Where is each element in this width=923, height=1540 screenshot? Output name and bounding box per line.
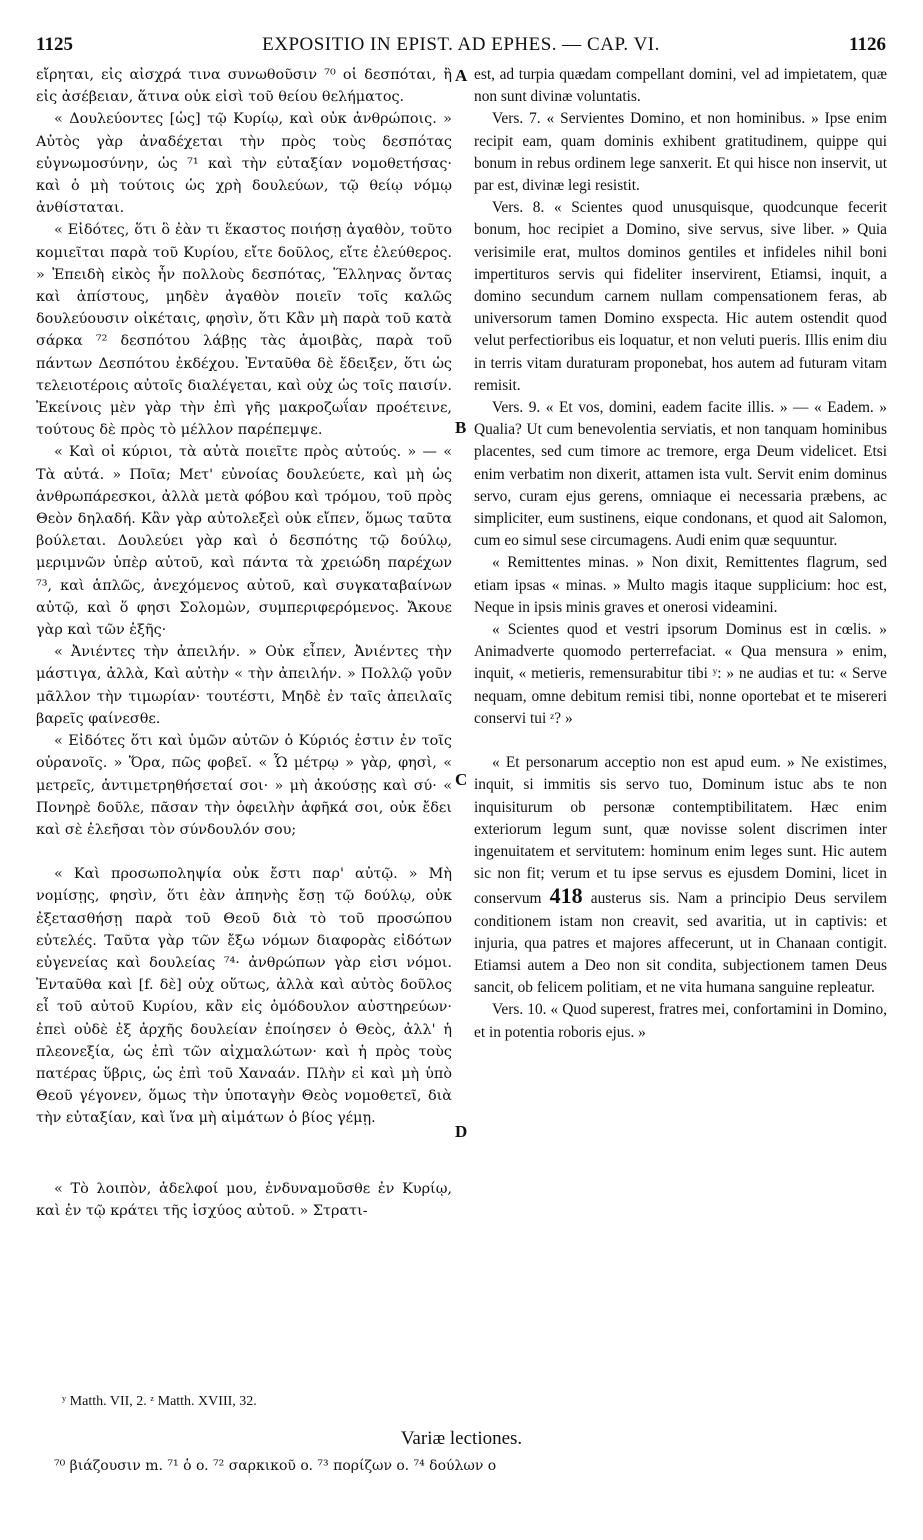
footnotes: ʸ Matth. VII, 2. ᶻ Matth. XVIII, 32. (62, 1394, 257, 1409)
greek-paragraph: « Ἀνιέντες τὴν ἀπειλήν. » Οὐκ εἶπεν, Ἀνιέντες τὴν μάστιγα, ἀλλὰ, Καὶ αὐτὴν « τὴν ἀπειλήν. » Πολλῷ γοῦν μᾶλλον τὴν τιμωρίαν· τουτέστι, Μηδὲ ἐν ταῖς ἀπειλαῖς βαρεῖς φαίνεσθε. (36, 644, 452, 727)
latin-paragraph (474, 752, 887, 999)
latin-paragraph: « Scientes quod et vestri ipsorum Dominus est in cœlis. » Animadverte quomodo perterrefaciat. « Qua mensura » enim, inquit, « metieris, remensurabitur tibi ʸ: » ne audias et tu: « Serve nequam, omne debitum remisi tibi, nonne oportebat et te misereri conservi tui ᶻ? » (474, 621, 887, 727)
latin-continuation-word: austerus (590, 890, 642, 908)
margin-marker-d: D (455, 1122, 468, 1141)
running-header (36, 34, 886, 64)
latin-paragraph: est, ad turpia quædam compellant domini, vel ad impietatem, quæ non sunt divinæ voluntatis. (474, 66, 887, 106)
latin-column (474, 64, 887, 1044)
page-number-right: 1126 (849, 34, 886, 55)
greek-paragraph: εἴρηται, εἰς αἰσχρά τινα συνωθοῦσιν ⁷⁰ οἱ δεσπόται, ἢ εἰς ἀσέβειαν, ἅτινα οὐκ εἰσὶ τοῦ θείου θελήματος. (36, 67, 452, 106)
margin-marker-b: B (455, 418, 467, 437)
margin-marker-a: A (455, 66, 468, 85)
page-number-left: 1125 (36, 34, 73, 55)
margin-marker-c: C (455, 770, 468, 789)
latin-paragraph: Vers. 8. « Scientes quod unusquisque, quodcunque fecerit bonum, hoc recipiet a Domino, sive servus, sive liber. » Quia verisimile erat, multos dominos gentiles et infideles nihil boni impertituros servis qui fideliter inservirent, Etiamsi, inquit, a domino secundum carnem nullam compensationem feras, ab universorum tamen Domino exspecta. Hic autem ostendit quod velut perfectioribus eis loquatur, et non veluti pueris. Illis enim diu in terris vitam duraturam proponebat, hos autem ad futuram vitam remisit. (474, 199, 887, 394)
greek-paragraph: « Τὸ λοιπὸν, ἀδελφοί μου, ἐνδυναμοῦσθε ἐν Κυρίῳ, καὶ ἐν τῷ κράτει τῆς ἰσχύος αὐτοῦ. » Στρατι- (36, 1180, 452, 1219)
latin-paragraph: « Remittentes minas. » Non dixit, Remittentes flagrum, sed etiam ipsas « minas. » Multo magis itaque supplicium: hoc est, Neque in ipsis minis graves et onerosi videamini. (474, 554, 887, 616)
greek-paragraph: « Καὶ οἱ κύριοι, τὰ αὐτὰ ποιεῖτε πρὸς αὐτούς. » — « Τὰ αὐτά. » Ποῖα; Μετ' εὐνοίας δουλεύετε, καὶ μὴ ὡς ἀνθρωπάρεσκοι, ἀλλὰ μετὰ φόβου καὶ τρόμου, τοῦ πρὸς Θεὸν δηλαδή. Κἂν γὰρ αὐτολεξεὶ οὐκ εἴπεν, ὅμως ταῦτα βούλεται. Δουλεύει γὰρ καὶ ὁ δεσπότης τῷ δούλῳ, μεριμνῶν ὑπὲρ αὐτοῦ, καὶ πάντα τὰ χρειώδη παρέχων ⁷³, καὶ ἁπλῶς, ἀνεχόμενος αὐτοῦ, καὶ συγκαταβαίνων αὐτῷ, καὶ ὅ φησι Σολομὼν, συμπεριφερόμενος. Ἄκουε γὰρ καὶ τῶν ἑξῆς· (36, 444, 452, 639)
latin-paragraph-text: « Et personarum acceptio non est apud eum. » Ne existimes, inquit, si immitis sis servo tuo, Dominum istuc abs te non inquisiturum ob personæ contemptibilitatem. Hæc enim exteriorum legum sunt, quæ novisse solent discrimen inter ingenuitatem et servitutem: hominum enim leges sunt. Hic autem sic non fit; verum et tu ipse servus es ejusdem Domini, licet in conservum (474, 754, 887, 908)
latin-paragraph: Vers. 9. « Et vos, domini, eadem facite illis. » — « Eadem. » Qualia? Ut cum benevolentia serviatis, et non tanquam hominibus placentes, sed cum timore ac tremore, erga Deum videlicet. Etsi enim verbatim non dixerit, attamen ista vult. Servit enim dominus servo, curam ejus gerens, omniaque ei necessaria præbens, ac simpliciter, eum sustinens, eique condonans, et quod ait Salomon, cum eo simul sese circumagens. Audi enim quæ sequuntur. (474, 399, 887, 550)
variae-line: ⁷⁰ βιάζουσιν m. ⁷¹ ὁ o. ⁷² σαρκικοῦ o. ⁷³ πορίζων o. ⁷⁴ δούλων o (54, 1458, 497, 1474)
latin-paragraph: Vers. 10. « Quod superest, fratres mei, confortamini in Domino, et in potentia roboris ejus. » (474, 1001, 887, 1041)
running-title: EXPOSITIO IN EPIST. AD EPHES. — CAP. VI. (262, 34, 660, 55)
latin-paragraph-text-continued: sis. Nam a principio Deus servilem conditionem istam non creavit, sed avaritia, ut in captivis: et injuria, qua patres et majores affecerunt, ut in Chanaan contigit. Etiamsi autem a Deo non sit condita, subjectionem tamen Deus sancit, ob felicem politiam, et ne vita humana sanguine repleatur. (474, 890, 887, 997)
greek-column (36, 64, 452, 1222)
greek-paragraph: « Εἰδότες, ὅτι ὃ ἐὰν τι ἕκαστος ποιήσῃ ἀγαθὸν, τοῦτο κομιεῖται παρὰ τοῦ Κυρίου, εἴτε δοῦλος, εἴτε ἐλεύθερος. » Ἐπειδὴ εἰκὸς ἦν πολλοὺς δεσπότας, Ἕλληνας ὄντας καὶ ἀπίστους, μηδὲν ἀγαθὸν ποιεῖν τοῖς καλῶς δουλεύουσιν οἰκέταις, φησὶν, ὅτι Κἂν μὴ παρὰ τοῦ κατὰ σάρκα ⁷² δεσπότου λάβῃς τὰς ἀμοιβὰς, παρὰ τοῦ πάντων Δεσπότου ἐκδέχου. Ἐνταῦθα δὲ ἔδειξεν, ὅτι ὡς τελειοτέροις αὐτοῖς διαλέγεται, καὶ οὐχ ὡς τοῖς παισίν. Ἐκείνοις μὲν γὰρ τὴν ἐπὶ γῆς μακροζωΐαν προέτεινε, τούτους δὲ πρὸς τὸ μέλλον παρέπεμψε. (36, 222, 452, 439)
greek-paragraph: « Δουλεύοντες [ὡς] τῷ Κυρίῳ, καὶ οὐκ ἀνθρώποις. » Αὐτὸς γὰρ ἀναδέχεται τὴν πρὸς τοὺς δεσπότας εὐγνωμοσύνην, ὡς ⁷¹ καὶ τὴν εὐταξίαν νομοθετήσας· καὶ ὁ μὴ τούτοις ὡς χρὴ δουλεύων, τῷ θείῳ νόμῳ ἀνθίσταται. (36, 111, 452, 217)
greek-paragraph: « Εἰδότες ὅτι καὶ ὑμῶν αὐτῶν ὁ Κύριός ἐστιν ἐν τοῖς οὐρανοῖς. » Ὅρα, πῶς φοβεῖ. « Ὧ μέτρῳ » γὰρ, φησὶ, « μετρεῖς, ἀντιμετρηθήσεταί σοι· » μὴ ἀκούσῃς καὶ σύ· « Πονηρὲ δοῦλε, πᾶσαν τὴν ὀφειλὴν ἀφῆκά σοι, οὐκ ἔδει καὶ σὲ ἐλεῆσαι τὸν σύνδουλόν σου; (36, 733, 452, 838)
latin-paragraph: Vers. 7. « Servientes Domino, et non hominibus. » Ipse enim recipit eam, quam dominis exhibent gratitudinem, quippe qui bonum in rebus ordinem lege sanxerit. Et qui hisce non inservit, ut par est, divinæ legi resistit. (474, 110, 887, 195)
column-number: 418 (549, 883, 583, 909)
greek-paragraph: « Καὶ προσωποληψία οὐκ ἔστι παρ' αὐτῷ. » Μὴ νομίσῃς, φησὶν, ὅτι ἐὰν ἀπηνὴς ἔσῃ τῷ δούλῳ, οὐκ ἐξετασθήσῃ παρὰ τοῦ Θεοῦ διὰ τὸ τοῦ προσώπου εὐτελές. Ταῦτα γὰρ τῶν ἔξω νόμων διαφορὰς εἰδότων εὐγενείας καὶ δουλείας ⁷⁴· ἀνθρώπων γὰρ εἰσι νόμοι. Ἐνταῦθα καὶ [f. δὲ] οὐχ οὕτως, ἀλλὰ καὶ αὐτὸς δοῦλος εἶ τοῦ αὐτοῦ Κυρίου, κἂν εἰς ὁμόδουλον αὐστηρεύων· ἐπεὶ οὐδὲ ἐξ ἀρχῆς δουλείαν ἐποίησεν ὁ Θεὸς, ἀλλ' ἡ πλεονεξία, ὡς ἐπὶ τῶν αἰχμαλώτων· καὶ ἡ πρὸς τοὺς πατέρας ὕβρις, ὡς ἐπὶ τοῦ Χαναάν. Πλὴν εἰ καὶ μὴ ὑπὸ Θεοῦ γέγονεν, ὅμως τὴν ὑποταγὴν Θεὸς νομοθετεῖ, διὰ τὴν εὐταξίαν, καὶ ἵνα μὴ αἱμάτων ὁ βίος γέμῃ. (36, 866, 452, 1127)
variae-heading: Variæ lectiones. (400, 1428, 523, 1449)
